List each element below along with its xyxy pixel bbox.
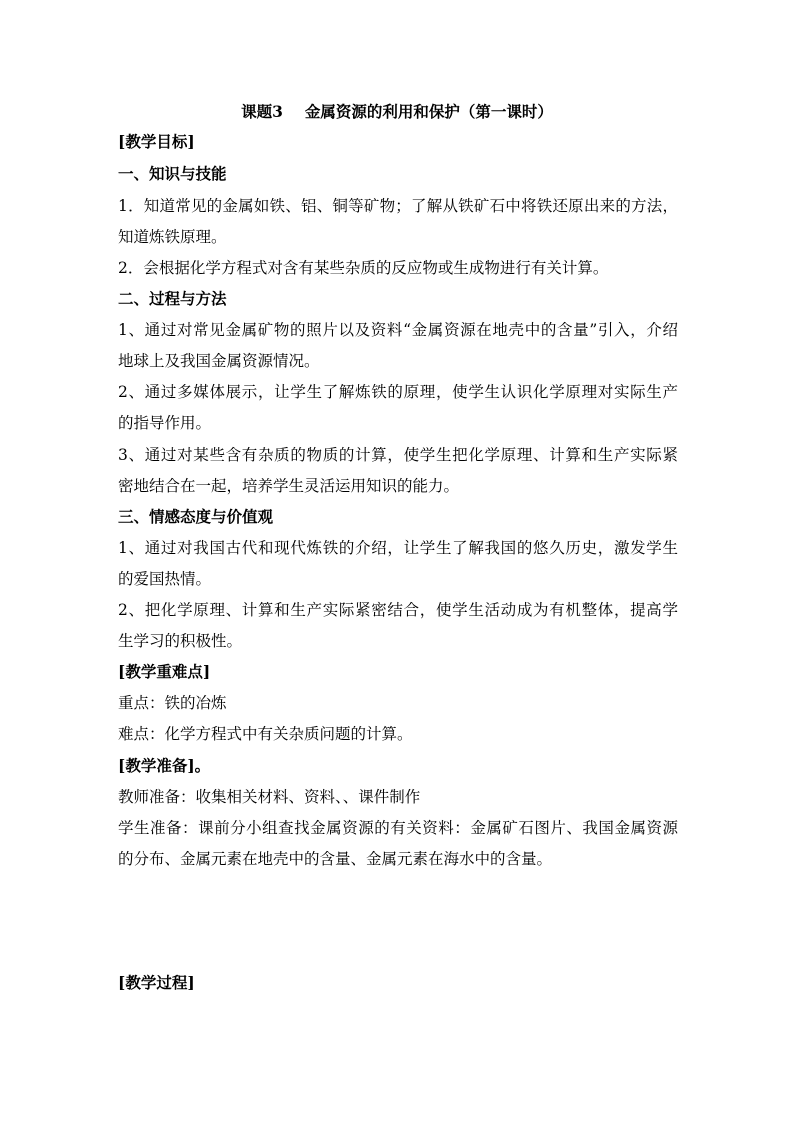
preparation-heading: [教学准备]。 bbox=[118, 756, 211, 775]
objectives-heading: [教学目标] bbox=[118, 132, 195, 151]
teacher-preparation: 教师准备：收集相关材料、资料、、课件制作 bbox=[118, 788, 421, 806]
process-heading: 二、过程与方法 bbox=[118, 289, 227, 308]
process-item1-line2: 地球上及我国金属资源情况。 bbox=[118, 352, 320, 370]
student-preparation-line2: 的分布、金属元素在地壳中的含量、金属元素在海水中的含量。 bbox=[118, 850, 553, 868]
key-point: 重点：铁的冶炼 bbox=[118, 694, 227, 712]
process-item3-line2: 密地结合在一起，培养学生灵活运用知识的能力。 bbox=[118, 477, 460, 495]
knowledge-heading: 一、知识与技能 bbox=[118, 164, 227, 183]
lesson-number: 课题3 bbox=[241, 102, 283, 121]
emotion-heading: 三、情感态度与价值观 bbox=[118, 507, 274, 526]
key-points-heading: [教学重难点] bbox=[118, 662, 211, 681]
emotion-item2-line2: 生学习的积极性。 bbox=[118, 632, 243, 650]
student-preparation-line1: 学生准备：课前分小组查找金属资源的有关资料：金属矿石图片、我国金属资源 bbox=[118, 819, 678, 837]
process-item1-line1: 1、通过对常见金属矿物的照片以及资料“金属资源在地壳中的含量”引入，介绍 bbox=[118, 321, 678, 339]
knowledge-item1-line1: 1．知道常见的金属如铁、铝、铜等矿物；了解从铁矿石中将铁还原出来的方法， bbox=[118, 197, 678, 215]
emotion-item1-line1: 1、通过对我国古代和现代炼铁的介绍，让学生了解我国的悠久历史，激发学生 bbox=[118, 539, 678, 557]
lesson-name: 金属资源的利用和保护（第一课时） bbox=[304, 102, 553, 121]
page-title bbox=[0, 102, 794, 122]
emotion-item1-line2: 的爱国热情。 bbox=[118, 570, 212, 588]
process-item2-line2: 的指导作用。 bbox=[118, 414, 212, 432]
difficulty-point: 难点：化学方程式中有关杂质问题的计算。 bbox=[118, 725, 413, 743]
knowledge-item2: 2．会根据化学方程式对含有某些杂质的反应物或生成物进行有关计算。 bbox=[118, 259, 609, 277]
teaching-process-heading: [教学过程] bbox=[118, 973, 195, 992]
emotion-item2-line1: 2、把化学原理、计算和生产实际紧密结合，使学生活动成为有机整体，提高学 bbox=[118, 601, 678, 619]
process-item3-line1: 3、通过对某些含有杂质的物质的计算，使学生把化学原理、计算和生产实际紧 bbox=[118, 446, 678, 464]
knowledge-item1-line2: 知道炼铁原理。 bbox=[118, 228, 227, 246]
process-item2-line1: 2、通过多媒体展示，让学生了解炼铁的原理，使学生认识化学原理对实际生产 bbox=[118, 383, 678, 401]
